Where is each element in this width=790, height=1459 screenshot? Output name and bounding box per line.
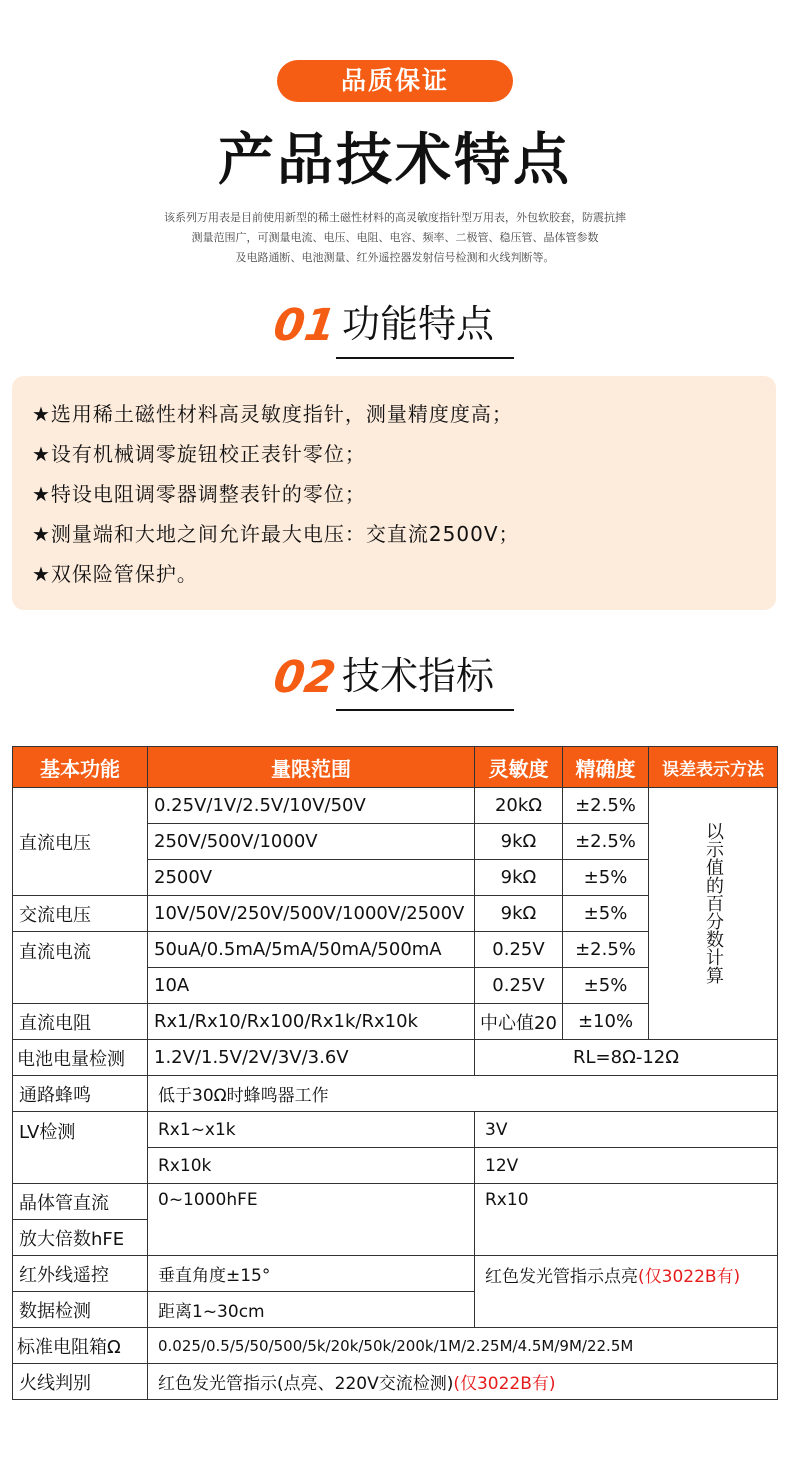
feature-item: ★设有机械调零旋钮校正表针零位； [32,442,366,466]
accuracy-cell: ±2.5% [563,788,649,824]
model-note: (仅3022B有) [638,1267,741,1287]
table-row [13,788,778,824]
table-row [13,1256,778,1292]
error-method-text: 以示值的百分数计算 [703,822,724,984]
range-cell: 2500V [148,860,475,896]
section-title: 功能特点 [342,302,495,346]
header-cell: 精确度 [563,747,649,788]
function-cell: 数据检测 [13,1292,148,1328]
table-row [13,1364,778,1400]
model-note: (仅3022B有) [453,1374,556,1394]
accuracy-cell: ±5% [563,860,649,896]
function-cell: 放大倍数hFE [13,1220,148,1256]
intro-text [0,208,790,268]
header-cell: 量限范围 [148,747,475,788]
table-row [13,1112,778,1148]
section-title: 技术指标 [342,654,495,698]
range-cell: 0.25V/1V/2.5V/10V/50V [148,788,475,824]
accuracy-cell: ±5% [563,896,649,932]
range-cell: 0~1000hFE [148,1184,475,1256]
intro-line: 该系列万用表是目前使用新型的稀土磁性材料的高灵敏度指针型万用表，外包软胶套，防震抗摔 [164,211,626,224]
range-cell: 垂直角度±15° [148,1256,475,1292]
table-header-row [13,747,778,788]
intro-line: 测量范围广，可测量电流、电压、电阻、电容、频率、二极管、稳压管、晶体管参数 [191,231,599,244]
function-cell: 红外线遥控 [13,1256,148,1292]
value-text: 红色发光管指示点亮 [485,1267,638,1287]
section-number: 01 [270,300,339,351]
range-cell: 10A [148,968,475,1004]
page-title: 产品技术特点 [218,128,572,193]
range-cell: Rx1~x1k [148,1112,475,1148]
value-cell: 3V [475,1112,778,1148]
accuracy-cell: ±10% [563,1004,649,1040]
sensitivity-cell: 9kΩ [475,860,563,896]
features-panel [12,376,776,610]
section-number: 02 [270,652,339,703]
function-cell: 电池电量检测 [13,1040,148,1076]
range-text: 红色发光管指示(点亮、220V交流检测) [158,1374,454,1394]
quality-badge: 品质保证 [277,60,513,102]
sensitivity-cell: 20kΩ [475,788,563,824]
sensitivity-cell: 9kΩ [475,896,563,932]
function-cell: 交流电压 [13,896,148,932]
table-row [13,1184,778,1220]
range-cell: 10V/50V/250V/500V/1000V/2500V [148,896,475,932]
spec-table [12,746,778,1400]
range-cell: Rx10k [148,1148,475,1184]
range-cell: Rx1/Rx10/Rx100/Rx1k/Rx10k [148,1004,475,1040]
function-cell: 晶体管直流 [13,1184,148,1220]
range-cell: 0.025/0.5/5/50/500/5k/20k/50k/200k/1M/2.25M/4.5M/9M/22.5M [148,1328,778,1364]
header-cell: 基本功能 [13,747,148,788]
feature-item: ★测量端和大地之间允许最大电压：交直流2500V； [32,522,520,546]
value-cell [475,1256,778,1328]
range-cell: 50uA/0.5mA/5mA/50mA/500mA [148,932,475,968]
section-heading-features [270,296,534,356]
value-cell: Rx10 [475,1184,778,1256]
range-cell: 1.2V/1.5V/2V/3V/3.6V [148,1040,475,1076]
header-cell: 灵敏度 [475,747,563,788]
table-row [13,1076,778,1112]
sensitivity-cell: 中心值20 [475,1004,563,1040]
value-cell: 12V [475,1148,778,1184]
function-cell: 直流电流 [13,932,148,1004]
header-cell: 误差表示方法 [649,747,778,788]
error-method-cell [649,788,778,1040]
feature-item: ★选用稀土磁性材料高灵敏度指针，测量精度度高； [32,402,513,426]
accuracy-cell: ±2.5% [563,824,649,860]
sensitivity-cell: 0.25V [475,968,563,1004]
section-underline [336,709,514,711]
function-cell: 直流电阻 [13,1004,148,1040]
accuracy-cell: ±5% [563,968,649,1004]
function-cell: 火线判别 [13,1364,148,1400]
function-cell: LV检测 [13,1112,148,1184]
range-cell [148,1364,778,1400]
value-cell: RL=8Ω-12Ω [475,1040,778,1076]
function-cell: 直流电压 [13,788,148,896]
range-cell: 低于30Ω时蜂鸣器工作 [148,1076,778,1112]
function-cell: 通路蜂鸣 [13,1076,148,1112]
range-cell: 250V/500V/1000V [148,824,475,860]
intro-line: 及电路通断、电池测量、红外遥控器发射信号检测和火线判断等。 [235,251,555,264]
section-underline [336,357,514,359]
feature-item: ★特设电阻调零器调整表针的零位； [32,482,366,506]
feature-item: ★双保险管保护。 [32,562,198,586]
sensitivity-cell: 0.25V [475,932,563,968]
table-row [13,1040,778,1076]
function-cell: 标准电阻箱Ω [13,1328,148,1364]
range-cell: 距离1~30cm [148,1292,475,1328]
sensitivity-cell: 9kΩ [475,824,563,860]
section-heading-specs [270,648,534,708]
accuracy-cell: ±2.5% [563,932,649,968]
table-row [13,1328,778,1364]
